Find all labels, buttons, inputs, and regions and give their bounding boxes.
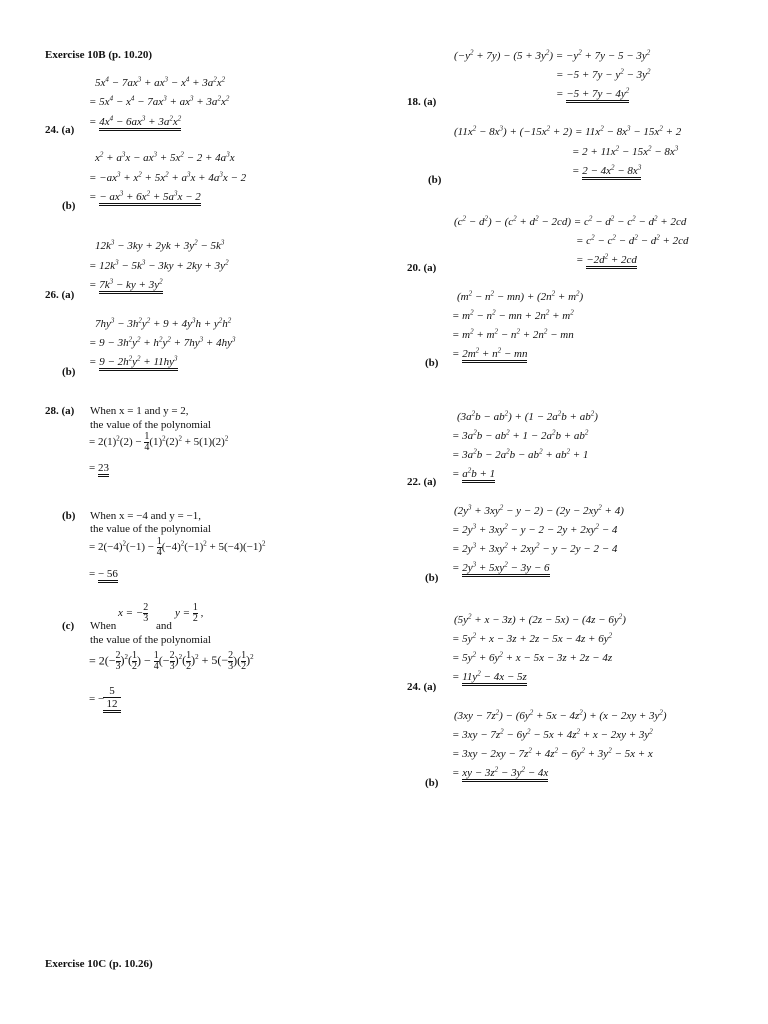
q22b-label: (b) [425,572,439,584]
q28c-equals: = − [89,693,105,705]
q22a-line-1: $(3a^2b - ab^2) + (1 - 2a^2b + ab^2)$ [457,409,598,423]
q28c-x-value: x = − $\frac{2}{3}$ [118,602,149,624]
q20b-answer: = $2m^2 + n^2$ − mn [452,348,527,360]
q22b-line-1: $(2y^3 + 3xy^2 - y - 2) - (2y - 2xy^2 + 4)$ [454,503,624,517]
q24rb-line-1: $(3xy - 7z^2) - (6y^2 + 5x - 4z^2) + (x - 2xy + 3y^2)$ [454,708,667,722]
q28b-substitution: = $2(-4)^2(-1)$ − $\frac{1}{4}$ $(-4)^2(-1)^2 + 5(-4)(-1)^2$ [89,536,266,558]
q26a-label: 26. (a) [45,289,75,301]
q24ra-answer: = $11y^2 - 4x - 5z$ [452,671,527,683]
q26b-answer: = $9 - 2h^2y^2 + 11hy^3$ [89,356,178,368]
q24b-line-1: $x^2 + a^3x - ax^3 + 5x^2 - 2 + 4a^3x$ [95,150,235,164]
q26a-answer: = $7k^3$ − ky + $3y^2$ [89,279,163,291]
q20b-line-2: = $m^2 - n^2$ − mn + $2n^2 + m^2$ [452,308,574,322]
q28c-when: When [90,620,117,632]
q22b-answer: = $2y^3 + 5xy^2 - 3y - 6$ [452,562,550,574]
q22b-line-3: = $2y^3 + 3xy^2 + 2xy^2 - y - 2y - 2 - 4$ [452,541,618,555]
q26b-line-1: $7hy^3 - 3h^2y^2 + 9 + 4y^3h + y^2h^2$ [95,316,232,330]
q24ra-label: 24. (a) [407,681,437,693]
q28c-answer-fraction [103,685,121,713]
q18a-answer: = $-5 + 7y - 4y^2$ [556,88,629,100]
q28a-condition: When x = 1 and y = 2, [90,405,189,417]
q28c-substitution: = 2(− $\frac{2}{3}$ )$^2$( $\frac{1}{2}$ ) − $\frac{1}{4}$ (− $\frac{2}{3}$ )$^2$( $\frac{1}{2}$ )$^2$ + 5(− $\frac{2}{3}$ )( $\frac{1}{2}$ )$^2$ [89,650,254,672]
q22b-line-2: = $2y^3 + 3xy^2 - y - 2 - 2y + 2xy^2 - 4$ [452,522,618,536]
q18b-answer: = $2 - 4x^2 - 8x^3$ [572,165,641,177]
q24ra-line-2: = $5y^2 + x - 3z + 2z - 5x - 4z + 6y^2$ [452,631,613,645]
q22a-answer: = $a^2b + 1$ [452,468,495,480]
q18a-line-1: $(-y^2 + 7y) - (5 + 3y^2) = -y^2 + 7y - 5 - 3y^2$ [454,48,651,62]
q26a-line-2: = $12k^3 - 5k^3 - 3ky + 2ky + 3y^2$ [89,258,229,272]
q26b-line-2: = $9 - 3h^2y^2 + h^2y^2 + 7hy^3 + 4hy^3$ [89,335,236,349]
q28c-y-value: y = $\frac{1}{2}$ , [175,602,204,624]
q24a-label: 24. (a) [45,124,75,136]
q28a-label: 28. (a) [45,405,75,417]
q24a-line-2: = $5x^4 - x^4 - 7ax^3 + ax^3 + 3a^2x^2$ [89,94,230,108]
q28b-poly-text: the value of the polynomial [90,523,211,535]
q24rb-line-3: = $3xy - 2xy - 7z^2 + 4z^2 - 6y^2 + 3y^2 - 5x + x$ [452,746,653,760]
q18a-label: 18. (a) [407,96,437,108]
q24rb-answer: = xy − $3z^2 - 3y^2 - 4x$ [452,767,548,779]
q18b-line-1: $(11x^2 - 8x^3) + (-15x^2 + 2) = 11x^2 - 8x^3 - 15x^2 + 2$ [454,124,682,138]
q24a-line-1: $5x^4 - 7ax^3 + ax^3 - x^4 + 3a^2x^2$ [95,75,226,89]
q28c-label: (c) [62,620,75,632]
q24rb-label: (b) [425,777,439,789]
exercise-10b-header: Exercise 10B (p. 10.20) [45,49,153,61]
q28c-answer-numerator: 5 [103,685,121,698]
q18b-line-2: = $2 + 11x^2 - 15x^2 - 8x^3$ [572,144,679,158]
q24b-label: (b) [62,200,76,212]
q28b-label: (b) [62,510,76,522]
q20b-line-3: = $m^2 + m^2 - n^2 + 2n^2$ − mn [452,327,574,341]
q28b-answer: = − 56 [89,568,118,580]
q24b-line-2: = $-ax^3 + x^2 + 5x^2 + a^3x + 4a^3x - 2$ [89,170,247,184]
q22a-label: 22. (a) [407,476,437,488]
q28a-poly-text: the value of the polynomial [90,419,211,431]
q24rb-line-2: = $3xy - 7z^2 - 6y^2 - 5x + 4z^2 + x - 2xy + 3y^2$ [452,727,653,741]
q24a-answer: = $4x^4 - 6ax^3 + 3a^2x^2$ [89,116,181,128]
q20a-label: 20. (a) [407,262,437,274]
q20b-line-1: $(m^2 - n^2 - mn) + (2n^2 + m^2)$ [457,289,584,303]
q20a-line-1: $(c^2 - d^2) - (c^2 + d^2 - 2cd) = c^2 - d^2 - c^2 - d^2 + 2cd$ [454,214,687,228]
q18a-line-2: = $-5 + 7y - y^2 - 3y^2$ [556,67,651,81]
q28c-answer-denominator: 12 [103,698,121,713]
q18b-label: (b) [428,174,442,186]
q22a-line-3: = $3a^2b - 2a^2b - ab^2 + ab^2 + 1$ [452,447,589,461]
q26a-line-1: $12k^3 - 3ky + 2yk + 3y^2 - 5k^3$ [95,238,225,252]
q20a-line-2: = $c^2 - c^2 - d^2 - d^2 + 2cd$ [576,233,689,247]
q28a-substitution: = $2(1)^2(2)$ − $\frac{1}{4}$ $(1)^2(2)^2 + 5(1)(2)^2$ [89,431,229,453]
q24ra-line-3: = $5y^2 + 6y^2 + x - 5x - 3z + 2z - 4z$ [452,650,613,664]
q20b-label: (b) [425,357,439,369]
q24ra-line-1: $(5y^2 + x - 3z) + (2z - 5x) - (4z - 6y^2)$ [454,612,626,626]
q28b-condition: When x = −4 and y = −1, [90,510,201,522]
q20a-answer: = $-2d^2 + 2cd$ [576,254,637,266]
exercise-10c-header: Exercise 10C (p. 10.26) [45,958,153,970]
q28c-poly-text: the value of the polynomial [90,634,211,646]
q24b-answer: = − $ax^3 + 6x^2 + 5a^3x - 2$ [89,191,201,203]
q26b-label: (b) [62,366,76,378]
q28a-answer: = 23 [89,462,109,474]
q28c-and: and [156,620,172,632]
q22a-line-2: = $3a^2b - ab^2 + 1 - 2a^2b + ab^2$ [452,428,589,442]
